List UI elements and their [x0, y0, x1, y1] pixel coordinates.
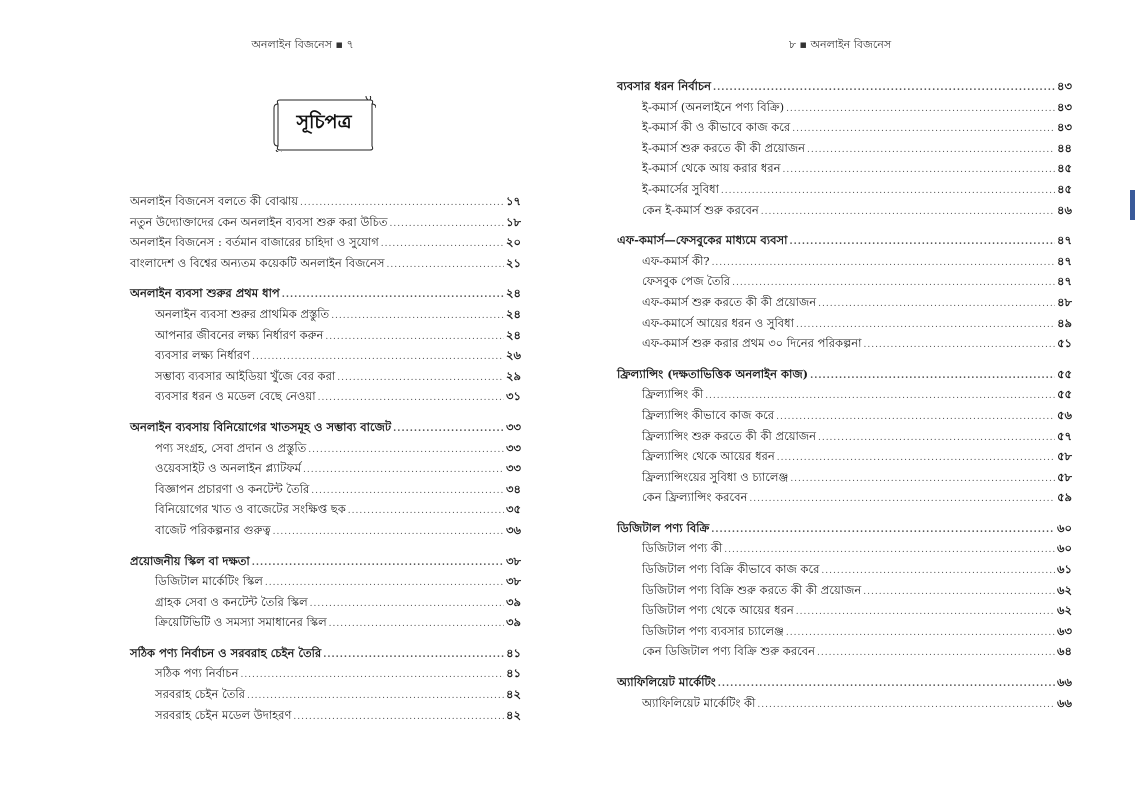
toc-entry-row	[130, 327, 521, 348]
toc-list-left	[130, 193, 521, 737]
dot-leader	[318, 393, 504, 403]
toc-entry-title: সঠিক পণ্য নির্বাচন ও সরবরাহ চেইন তৈরি	[130, 645, 322, 660]
toc-entry-row	[130, 614, 521, 635]
dot-leader	[247, 691, 504, 701]
toc-page-number: ৫১	[1057, 336, 1072, 351]
toc-entry-title: ই-কমার্সের সুবিধা	[642, 181, 719, 196]
dot-leader	[863, 340, 1055, 350]
dot-leader	[311, 486, 504, 496]
dot-leader	[749, 494, 1055, 504]
toc-page-number: ৩৮	[506, 574, 521, 589]
toc-chapter-row	[617, 520, 1072, 541]
toc-entry-title: কেন ই-কমার্স শুরু করবেন	[642, 202, 759, 217]
toc-chapter-row	[130, 285, 521, 306]
dot-leader	[712, 258, 1055, 268]
toc-entry-title: অ্যাফিলিয়েট মার্কেটিং কী	[642, 695, 756, 710]
toc-page-number: ৪২	[506, 707, 521, 722]
toc-page-number: ৬২	[1057, 603, 1072, 618]
dot-leader	[265, 578, 504, 588]
toc-page-number: ৫৮	[1057, 469, 1072, 484]
toc-section	[130, 645, 521, 727]
toc-entry-row	[617, 140, 1072, 161]
toc-entry-title: অনলাইন ব্যবসায় বিনিয়োগের খাতসমূহ ও সম্ভাব্য বাজেট	[130, 419, 392, 434]
toc-page-number: ৩৪	[506, 481, 521, 496]
dot-leader	[387, 260, 505, 270]
toc-entry-title: ই-কমার্স শুরু করতে কী কী প্রয়োজন	[642, 140, 805, 155]
dot-leader	[807, 145, 1055, 155]
toc-entry-row	[130, 255, 521, 276]
toc-page-number: ৪৭	[1057, 253, 1072, 268]
toc-page-number: ৪৩	[1057, 79, 1072, 93]
toc-section	[617, 232, 1072, 356]
toc-entry-row	[130, 665, 521, 686]
toc-entry-row	[130, 573, 521, 594]
dot-leader	[777, 453, 1055, 463]
dot-leader	[303, 465, 504, 475]
toc-entry-title: কেন ফ্রিল্যান্সিং করবেন	[642, 490, 748, 505]
toc-chapter-row	[617, 232, 1072, 253]
toc-page-number: ৪৭	[1057, 274, 1072, 289]
toc-entry-title: ফ্রিল্যান্সিং কী	[642, 387, 704, 402]
toc-entry-row	[130, 347, 521, 368]
toc-page-number: ৫৬	[1057, 407, 1072, 422]
toc-page-number: ৪৩	[1057, 120, 1072, 135]
toc-entry-title: ডিজিটাল পণ্য বিক্রি শুরু করতে কী কী প্রয়োজন	[642, 582, 862, 597]
toc-entry-title: সরবরাহ চেইন তৈরি	[155, 687, 245, 702]
dot-leader	[792, 124, 1055, 134]
dot-leader	[818, 433, 1055, 443]
toc-entry-row	[617, 695, 1072, 716]
toc-entry-title: ব্যবসার ধরন নির্বাচন	[617, 79, 711, 93]
dot-leader	[381, 239, 504, 249]
dot-leader	[293, 712, 504, 722]
toc-entry-title: ডিজিটাল পণ্য বিক্রি কীভাবে কাজ করে	[642, 562, 820, 577]
toc-chapter-row	[617, 78, 1072, 99]
toc-entry-title: ই-কমার্স (অনলাইনে পণ্য বিক্রি)	[642, 99, 785, 114]
dot-leader	[323, 650, 504, 660]
toc-chapter-row	[130, 553, 521, 574]
toc-page-number: ৪৫	[1057, 161, 1072, 176]
toc-entry-title: অ্যাফিলিয়েট মার্কেটিং	[617, 675, 716, 690]
dot-leader	[252, 558, 504, 568]
dot-leader	[818, 299, 1055, 309]
toc-entry-title: ব্যবসার লক্ষ্য নির্ধারণ	[155, 348, 251, 363]
page-edge-mark	[1130, 190, 1135, 220]
toc-entry-row	[130, 368, 521, 389]
toc-entry-title: এফ-কমার্স শুরু করার প্রথম ৩০ দিনের পরিকল্পনা	[642, 336, 862, 351]
toc-page-number: ৬১	[1057, 562, 1072, 577]
toc-section	[617, 520, 1072, 664]
toc-entry-title: বাজেট পরিকল্পনার গুরুত্ব	[155, 522, 271, 537]
dot-leader	[789, 237, 1055, 247]
dot-leader	[308, 445, 504, 455]
dot-leader	[713, 83, 1055, 93]
dot-leader	[724, 545, 1055, 555]
toc-entry-row	[617, 253, 1072, 274]
toc-entry-row	[130, 193, 521, 214]
toc-entry-title: কেন ডিজিটাল পণ্য বিক্রি শুরু করবেন	[642, 644, 816, 659]
toc-page-number: ৩৩	[506, 461, 521, 476]
dot-leader	[821, 566, 1055, 576]
toc-page-number: ৪৯	[1057, 315, 1072, 330]
toc-entry-title: সম্ভাব্য ব্যবসার আইডিয়া খুঁজে বের করা	[155, 368, 336, 383]
toc-entry-title: ফ্রিল্যান্সিংয়ের সুবিধা ও চ্যালেঞ্জ	[642, 469, 789, 484]
toc-entry-title: ই-কমার্স কী ও কীভাবে কাজ করে	[642, 120, 791, 135]
dot-leader	[796, 320, 1055, 330]
toc-entry-title: সঠিক পণ্য নির্বাচন	[155, 666, 239, 681]
dot-leader	[721, 186, 1055, 196]
toc-page-number: ২৪	[506, 286, 521, 301]
dot-leader	[329, 619, 504, 629]
dot-leader	[863, 587, 1055, 597]
toc-entry-title: গ্রাহক সেবা ও কনটেন্ট তৈরি স্কিল	[155, 594, 308, 609]
toc-entry-row	[617, 273, 1072, 294]
toc-entry-row	[617, 469, 1072, 490]
toc-entry-row	[130, 388, 521, 409]
toc-entry-row	[617, 294, 1072, 315]
toc-entry-row	[617, 160, 1072, 181]
toc-entry-row	[617, 489, 1072, 510]
toc-entry-title: ক্রিয়েটিভিটি ও সমস্যা সমাধানের স্কিল	[155, 615, 327, 630]
toc-entry-row	[617, 561, 1072, 582]
toc-section	[130, 553, 521, 635]
toc-page-number: ২৯	[506, 368, 521, 383]
dot-leader	[718, 679, 1055, 689]
toc-page-number: ৪৬	[1057, 202, 1072, 217]
toc-section	[130, 419, 521, 543]
toc-entry-title: অনলাইন ব্যবসা শুরুর প্রথম ধাপ	[130, 286, 280, 301]
toc-entry-title: বিজ্ঞাপন প্রচারণা ও কনটেন্ট তৈরি	[155, 481, 310, 496]
toc-page-number: ৬০	[1057, 541, 1072, 556]
toc-page-number: ৩৯	[506, 615, 521, 630]
dot-leader	[337, 373, 504, 383]
toc-page-number: ২৬	[506, 348, 521, 363]
dot-leader	[282, 290, 504, 300]
toc-section	[130, 285, 521, 409]
right-page	[565, 0, 1135, 804]
toc-entry-row	[617, 582, 1072, 603]
toc-page-number: ৫৫	[1057, 366, 1072, 381]
toc-entry-title: ডিজিটাল পণ্য ব্যবসার চ্যালেঞ্জ	[642, 623, 784, 638]
dot-leader	[776, 412, 1055, 422]
toc-page-number: ৫৯	[1057, 490, 1072, 505]
toc-entry-row	[617, 540, 1072, 561]
toc-page-number: ১৭	[506, 194, 521, 208]
toc-page-number: ৩৯	[506, 594, 521, 609]
toc-page-number: ৩১	[506, 389, 521, 404]
dot-leader	[783, 165, 1056, 175]
dot-leader	[711, 525, 1055, 535]
dot-leader	[393, 424, 504, 434]
dot-leader	[761, 207, 1055, 217]
toc-entry-title: এফ-কমার্স কী?	[642, 253, 710, 268]
dot-leader	[817, 648, 1055, 658]
dot-leader	[252, 352, 504, 362]
toc-chapter-row	[130, 645, 521, 666]
toc-section	[130, 193, 521, 275]
toc-entry-title: বাংলাদেশ ও বিশ্বের অন্যতম কয়েকটি অনলাইন বিজনেস	[130, 255, 385, 270]
dot-leader	[732, 278, 1055, 288]
toc-entry-title: ডিজিটাল পণ্য বিক্রি	[617, 520, 710, 535]
toc-page-number: ৩৩	[506, 419, 521, 434]
dot-leader	[325, 332, 504, 342]
toc-chapter-row	[617, 366, 1072, 387]
dot-leader	[705, 391, 1055, 401]
dot-leader	[786, 628, 1055, 638]
toc-entry-row	[130, 481, 521, 502]
toc-entry-title: ফ্রিল্যান্সিং (দক্ষতাভিত্তিক অনলাইন কাজ)	[617, 366, 809, 381]
toc-entry-row	[130, 522, 521, 543]
toc-entry-title: ডিজিটাল মার্কেটিং স্কিল	[155, 574, 263, 589]
toc-entry-title: এফ-কমার্স—ফেসবুকের মাধ্যমে ব্যবসা	[617, 233, 788, 248]
toc-entry-row	[617, 428, 1072, 449]
toc-entry-row	[130, 594, 521, 615]
dot-leader	[331, 311, 504, 321]
toc-entry-title: ফ্রিল্যান্সিং শুরু করতে কী কী প্রয়োজন	[642, 428, 816, 443]
toc-page-number: ২৪	[506, 327, 521, 342]
dot-leader	[240, 670, 504, 680]
toc-entry-title: অনলাইন বিজনেস বলতে কী বোঝায়	[130, 194, 299, 208]
toc-page-number: ২১	[506, 255, 521, 270]
toc-page-number: ৬৬	[1057, 695, 1072, 710]
dot-leader	[786, 104, 1055, 114]
toc-entry-title: বিনিয়োগের খাত ও বাজেটের সংক্ষিপ্ত ছক	[155, 502, 346, 517]
toc-page-number: ২০	[506, 235, 521, 250]
toc-entry-title: পণ্য সংগ্রহ, সেবা প্রদান ও প্রস্তুতি	[155, 440, 307, 455]
dot-leader	[810, 371, 1055, 381]
toc-page-number: ৩৮	[506, 553, 521, 568]
toc-entry-row	[617, 407, 1072, 428]
left-page	[0, 0, 565, 804]
toc-entry-row	[130, 234, 521, 255]
toc-entry-title: প্রয়োজনীয় স্কিল বা দক্ষতা	[130, 553, 250, 568]
toc-entry-row	[617, 181, 1072, 202]
toc-chapter-row	[617, 674, 1072, 695]
toc-page-number: ৬৪	[1057, 644, 1072, 659]
toc-entry-title: সরবরাহ চেইন মডেল উদাহরণ	[155, 707, 292, 722]
dot-leader	[757, 700, 1055, 710]
toc-entry-row	[130, 460, 521, 481]
toc-entry-row	[130, 501, 521, 522]
toc-chapter-row	[130, 419, 521, 440]
dot-leader	[348, 506, 504, 516]
running-head-right: ৮ ▪ অনলাইন বিজনেস	[788, 38, 892, 51]
toc-entry-title: ব্যবসার ধরন ও মডেল বেছে নেওয়া	[155, 389, 316, 404]
toc-page-number: ৬০	[1057, 520, 1072, 535]
toc-entry-row	[617, 119, 1072, 140]
toc-entry-title: অনলাইন বিজনেস : বর্তমান বাজারের চাহিদা ও সুযোগ	[130, 235, 379, 250]
toc-page-number: ৪৮	[1057, 294, 1072, 309]
dot-leader	[796, 607, 1055, 617]
toc-page-number: ৫৫	[1057, 387, 1072, 402]
toc-entry-title: এফ-কমার্সে আয়ের ধরন ও সুবিধা	[642, 315, 794, 330]
toc-entry-row	[617, 335, 1072, 356]
toc-entry-row	[130, 214, 521, 235]
toc-page-number: ৪১	[506, 666, 521, 681]
toc-entry-row	[130, 440, 521, 461]
toc-list-right	[617, 78, 1072, 725]
dot-leader	[389, 219, 504, 229]
toc-entry-row	[617, 202, 1072, 223]
contents-scroll-banner	[272, 96, 376, 152]
toc-page-number: ৬৬	[1057, 675, 1072, 690]
toc-section	[617, 78, 1072, 222]
toc-entry-row	[617, 99, 1072, 120]
dot-leader	[790, 474, 1055, 484]
toc-entry-row	[617, 386, 1072, 407]
toc-entry-title: ই-কমার্স থেকে আয় করার ধরন	[642, 161, 781, 176]
toc-page-number: ৩৩	[506, 440, 521, 455]
toc-page-number: ৩৫	[506, 502, 521, 517]
dot-leader	[310, 599, 504, 609]
toc-entry-row	[617, 602, 1072, 623]
toc-page-number: ৪২	[506, 687, 521, 702]
toc-page-number: ৬৩	[1057, 623, 1072, 638]
toc-entry-title: ফ্রিল্যান্সিং কীভাবে কাজ করে	[642, 407, 775, 422]
toc-section	[617, 674, 1072, 715]
toc-entry-title: আপনার জীবনের লক্ষ্য নির্ধারণ করুন	[155, 327, 324, 342]
toc-entry-title: ওয়েবসাইট ও অনলাইন প্ল্যাটফর্ম	[155, 461, 302, 476]
toc-entry-row	[617, 448, 1072, 469]
toc-entry-row	[130, 707, 521, 728]
toc-entry-title: অনলাইন ব্যবসা শুরুর প্রাথমিক প্রস্তুতি	[155, 306, 330, 321]
toc-entry-title: ডিজিটাল পণ্য কী	[642, 541, 723, 556]
toc-page-number: ৫৭	[1057, 428, 1072, 443]
toc-entry-row	[130, 686, 521, 707]
toc-entry-title: এফ-কমার্স শুরু করতে কী কী প্রয়োজন	[642, 294, 817, 309]
toc-page-number: ৪৭	[1057, 233, 1072, 248]
toc-entry-row	[617, 643, 1072, 664]
toc-entry-title: ফ্রিল্যান্সিং থেকে আয়ের ধরন	[642, 449, 775, 464]
toc-page-number: ৪৪	[1057, 140, 1072, 155]
toc-entry-title: ফেসবুক পেজ তৈরি	[642, 274, 731, 289]
toc-entry-row	[617, 623, 1072, 644]
dot-leader	[273, 527, 504, 537]
toc-page-number: ৪৩	[1057, 99, 1072, 114]
running-head-left: অনলাইন বিজনেস ▪ ৭	[251, 38, 354, 51]
toc-entry-row	[617, 315, 1072, 336]
toc-entry-title: ডিজিটাল পণ্য থেকে আয়ের ধরন	[642, 603, 794, 618]
dot-leader	[300, 198, 504, 208]
toc-page-number: ৫৮	[1057, 449, 1072, 464]
toc-page-number: ৪৫	[1057, 181, 1072, 196]
toc-page-number: ১৮	[506, 214, 521, 229]
toc-entry-title: নতুন উদ্যোক্তাদের কেন অনলাইন ব্যবসা শুরু করা উচিত	[130, 214, 388, 229]
toc-page-number: ৩৬	[506, 522, 521, 537]
contents-title: সূচিপত্র	[296, 111, 352, 133]
toc-page-number: ৬২	[1057, 582, 1072, 597]
toc-section	[617, 366, 1072, 510]
toc-page-number: ২৪	[506, 306, 521, 321]
toc-entry-row	[130, 306, 521, 327]
toc-page-number: ৪১	[506, 645, 521, 660]
